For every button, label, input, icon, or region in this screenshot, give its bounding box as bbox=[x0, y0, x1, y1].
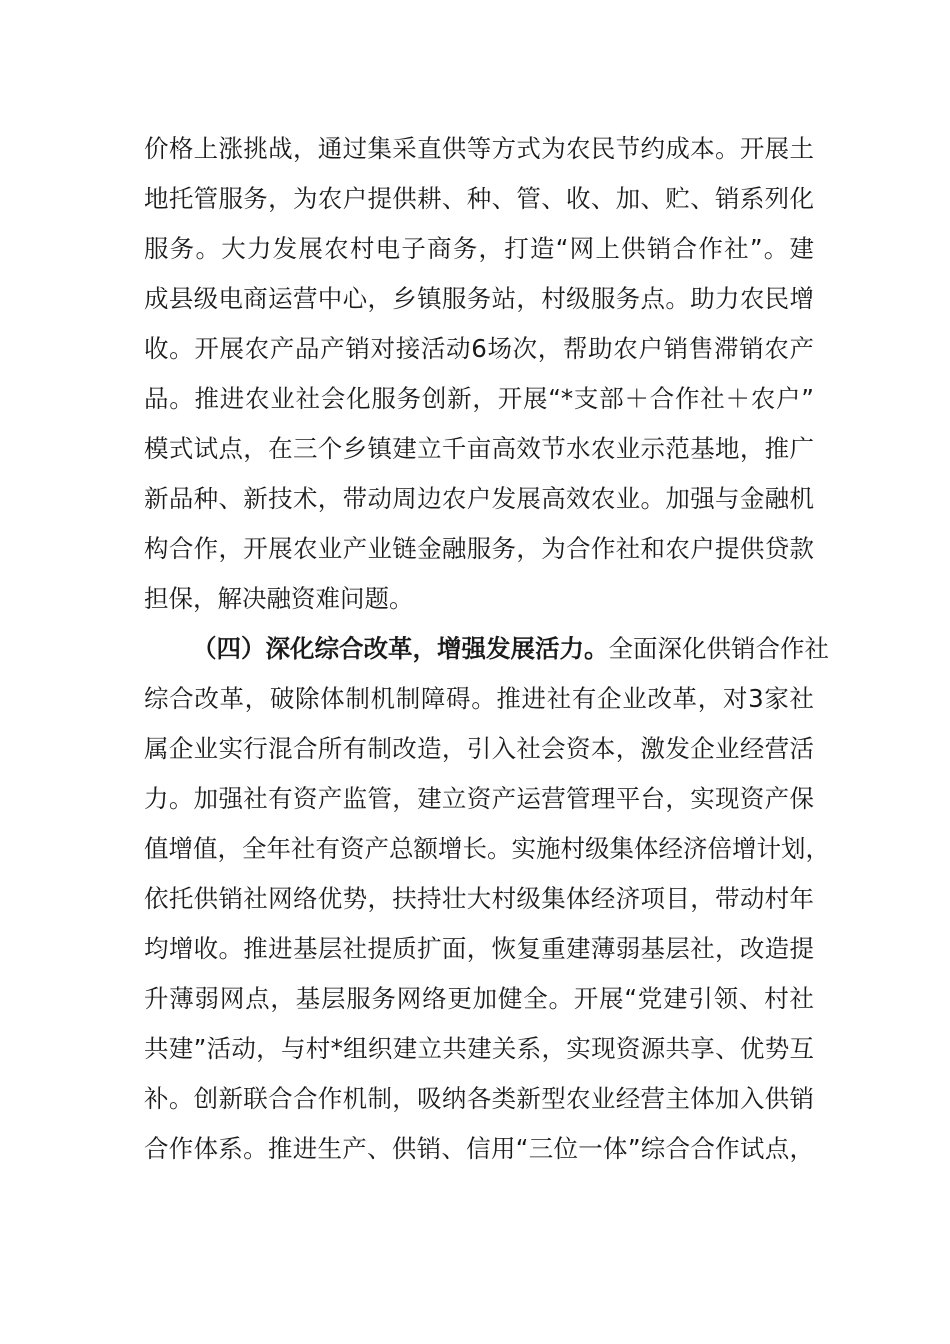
text-line: 均增收。推进基层社提质扩面，恢复重建薄弱基层社，改造提 bbox=[144, 934, 814, 963]
text-line: 担保，解决融资难问题。 bbox=[144, 584, 414, 613]
text-line: 地托管服务，为农户提供耕、种、管、收、加、贮、销系列化 bbox=[144, 184, 814, 213]
text-line: 品。推进农业社会化服务创新，开展“*支部＋合作社＋农户” bbox=[144, 384, 814, 413]
text-line: 构合作，开展农业产业链金融服务，为合作社和农户提供贷款 bbox=[144, 534, 814, 563]
text-line: 共建”活动，与村*组织建立共建关系，实现资源共享、优势互 bbox=[144, 1034, 814, 1063]
text-run: 全面深化供销合作社 bbox=[608, 634, 829, 663]
text-line: 模式试点，在三个乡镇建立千亩高效节水农业示范基地，推广 bbox=[144, 434, 814, 463]
text-line: 收。开展农产品产销对接活动6场次，帮助农户销售滞销农产 bbox=[144, 334, 814, 363]
text-line: 新品种、新技术，带动周边农户发展高效农业。加强与金融机 bbox=[144, 484, 814, 513]
text-line: 价格上涨挑战，通过集采直供等方式为农民节约成本。开展土 bbox=[144, 134, 814, 163]
text-line: 综合改革，破除体制机制障碍。推进社有企业改革，对3家社 bbox=[144, 684, 814, 713]
paragraph-first-line bbox=[192, 624, 829, 674]
text-line: 值增值，全年社有资产总额增长。实施村级集体经济倍增计划， bbox=[144, 834, 830, 863]
text-line: 依托供销社网络优势，扶持壮大村级集体经济项目，带动村年 bbox=[144, 884, 814, 913]
text-line: 合作体系。推进生产、供销、信用“三位一体”综合合作试点， bbox=[144, 1134, 814, 1163]
text-line: 升薄弱网点，基层服务网络更加健全。开展“党建引领、村社 bbox=[144, 984, 814, 1013]
text-line: 补。创新联合合作机制，吸纳各类新型农业经营主体加入供销 bbox=[144, 1084, 814, 1113]
section-heading: （四）深化综合改革，增强发展活力。 bbox=[192, 634, 609, 663]
text-line: 力。加强社有资产监管，建立资产运营管理平台，实现资产保 bbox=[144, 784, 814, 813]
text-line: 属企业实行混合所有制改造，引入社会资本，激发企业经营活 bbox=[144, 734, 814, 763]
text-line: 成县级电商运营中心，乡镇服务站，村级服务点。助力农民增 bbox=[144, 284, 814, 313]
text-line: 服务。大力发展农村电子商务，打造“网上供销合作社”。建 bbox=[144, 234, 814, 263]
